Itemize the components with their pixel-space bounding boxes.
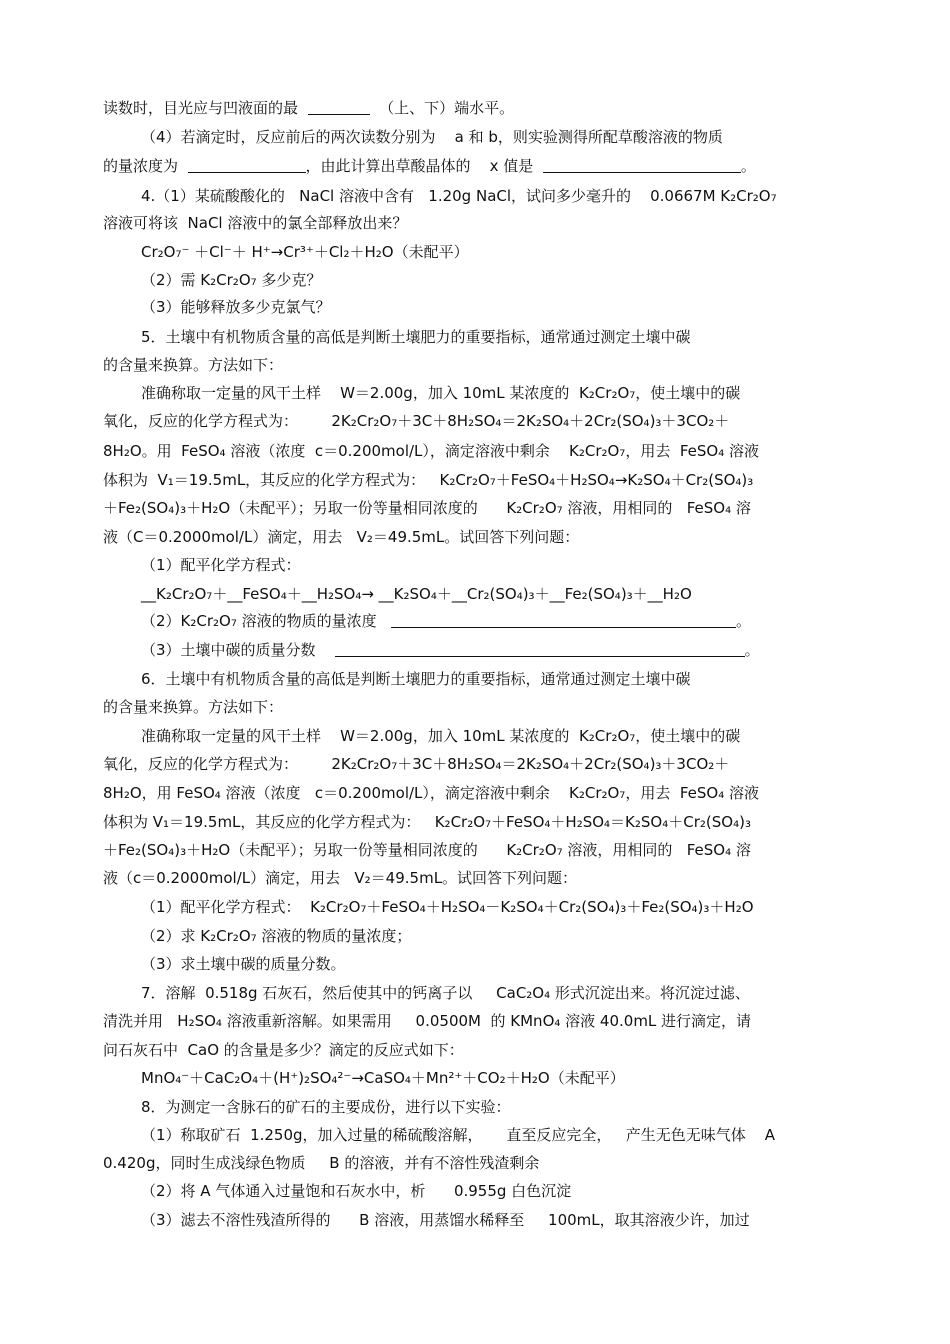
text-line: （1）称取矿石 1.250g，加入过量的稀硫酸溶解， 直至反应完全， 产生无色无味气体 A bbox=[141, 1126, 776, 1144]
text-line: （2）将 A 气体通入过量饱和石灰水中，析 0.955g 白色沉淀 bbox=[141, 1182, 572, 1200]
text-line: 液（c＝0.2000mol/L）滴定，用去 V₂＝49.5mL。试回答下列问题： bbox=[103, 869, 578, 887]
text-line: 准确称取一定量的风干土样 W＝2.00g，加入 10mL 某浓度的 K₂Cr₂O₇，使土壤中的碳 bbox=[141, 384, 741, 402]
text-line: 准确称取一定量的风干土样 W＝2.00g，加入 10mL 某浓度的 K₂Cr₂O₇，使土壤中的碳 bbox=[141, 727, 741, 745]
text-line: ＋Fe₂(SO₄)₃＋H₂O（未配平）；另取一份等量相同浓度的 K₂Cr₂O₇ 溶液，用相同的 FeSO₄ 溶 bbox=[103, 841, 751, 859]
equation-line: MnO₄⁻＋CaC₂O₄＋(H⁺)₂SO₄²⁻→CaSO₄＋Mn²⁺＋CO₂＋H₂O（未配平） bbox=[141, 1069, 625, 1087]
fill-blank bbox=[335, 641, 745, 657]
text-line: 5．土壤中有机物质含量的高低是判断土壤肥力的重要指标，通常通过测定土壤中碳 bbox=[141, 328, 691, 346]
equation-line: （1）配平化学方程式： K₂Cr₂O₇＋FeSO₄＋H₂SO₄－K₂SO₄＋Cr₂(SO₄)₃＋Fe₂(SO₄)₃＋H₂O bbox=[141, 898, 754, 916]
text-line: 8H₂O，用 FeSO₄ 溶液（浓度 c＝0.200mol/L），滴定溶液中剩余 K₂Cr₂O₇，用去 FeSO₄ 溶液 bbox=[103, 784, 759, 802]
text-line: ＋Fe₂(SO₄)₃＋H₂O（未配平）；另取一份等量相同浓度的 K₂Cr₂O₇ 溶液，用相同的 FeSO₄ 溶 bbox=[103, 499, 751, 517]
text-line: （3）滤去不溶性残渣所得的 B 溶液，用蒸馏水稀释至 100mL，取其溶液少许，加过 bbox=[141, 1211, 750, 1229]
text-line: 读数时，目光应与凹液面的最 （上、下）端水平。 bbox=[103, 99, 515, 117]
text-line: （3）能够释放多少克氯气？ bbox=[141, 298, 331, 316]
text-line: 溶液可将该 NaCl 溶液中的氯全部释放出来？ bbox=[103, 214, 408, 232]
text-line: 液（C＝0.2000mol/L）滴定，用去 V₂＝49.5mL。试回答下列问题： bbox=[103, 528, 580, 546]
text-line: 氧化，反应的化学方程式为： 2K₂Cr₂O₇＋3C＋8H₂SO₄＝2K₂SO₄＋2Cr₂(SO₄)₃＋3CO₂＋ bbox=[103, 412, 730, 430]
text-line: 8．为测定一含脉石的矿石的主要成份，进行以下实验： bbox=[141, 1098, 511, 1116]
text-line: （2）需 K₂Cr₂O₇ 多少克？ bbox=[141, 271, 322, 289]
text-line: 的量浓度为 ，由此计算出草酸晶体的 x 值是 。 bbox=[103, 157, 756, 175]
text-line: 问石灰石中 CaO 的含量是多少？滴定的反应式如下： bbox=[103, 1041, 464, 1059]
text-line: （4）若滴定时，反应前后的两次读数分别为 a 和 b，则实验测得所配草酸溶液的物质 bbox=[141, 128, 723, 146]
text-line: 8H₂O。用 FeSO₄ 溶液（浓度 c＝0.200mol/L），滴定溶液中剩余 K₂Cr₂O₇，用去 FeSO₄ 溶液 bbox=[103, 442, 759, 460]
text-line: （2）求 K₂Cr₂O₇ 溶液的物质的量浓度； bbox=[141, 927, 412, 945]
text-line: 的含量来换算。方法如下： bbox=[103, 698, 284, 716]
equation-line: Cr₂O₇⁻ ＋Cl⁻＋ H⁺→Cr³⁺＋Cl₂＋H₂O（未配平） bbox=[141, 243, 469, 261]
text-line: （2）K₂Cr₂O₇ 溶液的物质的量浓度 。 bbox=[141, 612, 751, 630]
text-line: 清洗并用 H₂SO₄ 溶液重新溶解。如果需用 0.0500M 的 KMnO₄ 溶液 40.0mL 进行滴定，请 bbox=[103, 1012, 752, 1030]
text-line: 的含量来换算。方法如下： bbox=[103, 356, 284, 374]
fill-blank bbox=[308, 99, 370, 115]
equation-line: __K₂Cr₂O₇＋__FeSO₄＋__H₂SO₄→ __K₂SO₄＋__Cr₂(SO₄)₃＋__Fe₂(SO₄)₃＋__H₂O bbox=[141, 585, 692, 603]
fill-blank bbox=[188, 157, 306, 173]
text-line: 体积为 V₁＝19.5mL，其反应的化学方程式为： K₂Cr₂O₇＋FeSO₄＋H₂SO₄＝K₂SO₄＋Cr₂(SO₄)₃ bbox=[103, 813, 751, 831]
text-line: 体积为 V₁＝19.5mL，其反应的化学方程式为： K₂Cr₂O₇＋FeSO₄＋H₂SO₄→K₂SO₄＋Cr₂(SO₄)₃ bbox=[103, 471, 754, 489]
text-line: （1）配平化学方程式： bbox=[141, 556, 301, 574]
fill-blank bbox=[543, 157, 741, 173]
text-line: 氧化，反应的化学方程式为： 2K₂Cr₂O₇＋3C＋8H₂SO₄＝2K₂SO₄＋2Cr₂(SO₄)₃＋3CO₂＋ bbox=[103, 755, 730, 773]
text-line: 4.（1）某硫酸酸化的 NaCl 溶液中含有 1.20g NaCl，试问多少毫升的 0.0667M K₂Cr₂O₇ bbox=[141, 187, 777, 205]
text-line: 0.420g，同时生成浅绿色物质 B 的溶液，并有不溶性残渣剩余 bbox=[103, 1154, 540, 1172]
text-line: 6．土壤中有机物质含量的高低是判断土壤肥力的重要指标，通常通过测定土壤中碳 bbox=[141, 670, 691, 688]
text-line: 7．溶解 0.518g 石灰石，然后使其中的钙离子以 CaC₂O₄ 形式沉淀出来。将沉淀过滤、 bbox=[141, 984, 750, 1002]
text-line: （3）土壤中碳的质量分数 。 bbox=[141, 641, 760, 659]
fill-blank bbox=[391, 612, 736, 628]
text-line: （3）求土壤中碳的质量分数。 bbox=[141, 955, 346, 973]
